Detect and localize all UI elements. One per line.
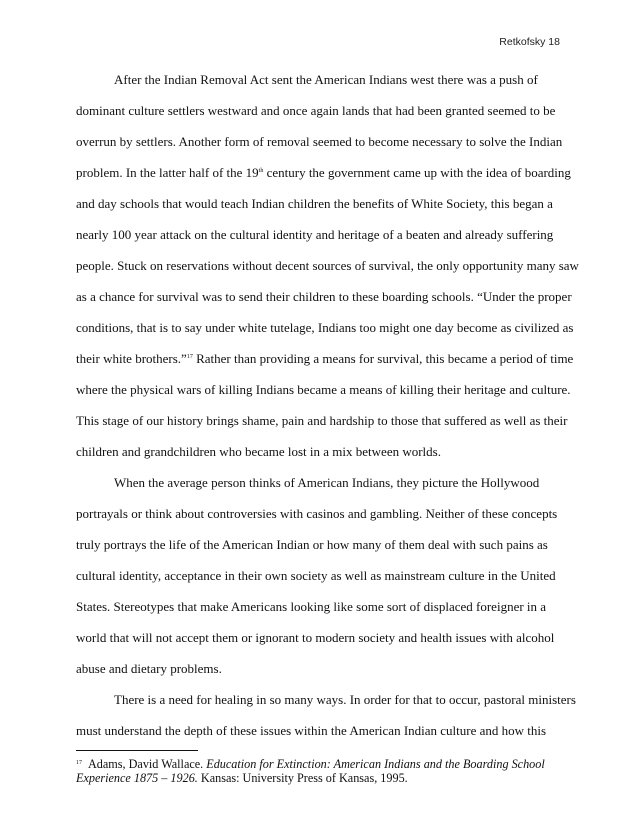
text-line: and day schools that would teach Indian children the benefits of White Society, this began a <box>76 196 553 211</box>
text-line: States. Stereotypes that make Americans looking like some sort of displaced foreigner in a <box>76 599 547 614</box>
text-line: dominant culture settlers westward and once again lands that had been granted seemed to be <box>76 103 556 118</box>
text-line: There is a need for healing in so many ways. In order for that to occur, pastoral ministers <box>114 692 576 707</box>
text-line: abuse and dietary problems. <box>76 661 222 676</box>
text-line: overrun by settlers. Another form of removal seemed to become necessary to solve the Indian <box>76 134 563 149</box>
text-line: as a chance for survival was to send their children to these boarding schools. “Under the proper <box>76 289 572 304</box>
footnote-reference: 17 <box>186 354 193 360</box>
text-line: When the average person thinks of American Indians, they picture the Hollywood <box>114 475 540 490</box>
footnote-title-cont: Experience 1875 – 1926. <box>76 771 198 785</box>
text-line: must understand the depth of these issues within the American Indian culture and how this <box>76 723 547 738</box>
text-line: world that will not accept them or ignorant to modern society and health issues with alcohol <box>76 630 555 645</box>
text-segment: Rather than providing a means for survival, this became a period of time <box>192 351 574 366</box>
footnote-title: Education for Extinction: American Indians and the Boarding School <box>206 757 545 771</box>
text-segment: their white brothers.” <box>76 351 187 366</box>
text-line <box>76 165 571 180</box>
footnote-line <box>76 771 408 785</box>
text-line <box>76 351 573 366</box>
running-head: Retkofsky 18 <box>499 36 560 48</box>
footnote-marker: 17 <box>76 760 82 766</box>
text-segment: problem. In the latter half of the 19 <box>76 165 259 180</box>
footnote-publisher: Kansas: University Press of Kansas, 1995. <box>197 771 408 785</box>
text-line: cultural identity, acceptance in their own society as well as mainstream culture in the United <box>76 568 556 583</box>
text-line: conditions, that is to say under white tutelage, Indians too might one day become as civilized as <box>76 320 574 335</box>
text-line: truly portrays the life of the American Indian or how many of them deal with such pains as <box>76 537 548 552</box>
text-line: portrayals or think about controversies with casinos and gambling. Neither of these concepts <box>76 506 558 521</box>
footnote-separator <box>76 750 198 751</box>
footnote-author: Adams, David Wallace. <box>88 757 207 771</box>
text-line: After the Indian Removal Act sent the American Indians west there was a push of <box>114 72 538 87</box>
text-line: nearly 100 year attack on the cultural identity and heritage of a beaten and already suffering <box>76 227 554 242</box>
footnote-line <box>76 756 545 771</box>
text-segment: century the government came up with the idea of boarding <box>263 165 571 180</box>
text-line: This stage of our history brings shame, pain and hardship to those that suffered as well as their <box>76 413 568 428</box>
text-line: children and grandchildren who became lost in a mix between worlds. <box>76 444 441 459</box>
superscript: th <box>258 168 264 174</box>
text-line: where the physical wars of killing Indians became a means of killing their heritage and culture. <box>76 382 571 397</box>
text-line: people. Stuck on reservations without decent sources of survival, the only opportunity many saw <box>76 258 579 273</box>
